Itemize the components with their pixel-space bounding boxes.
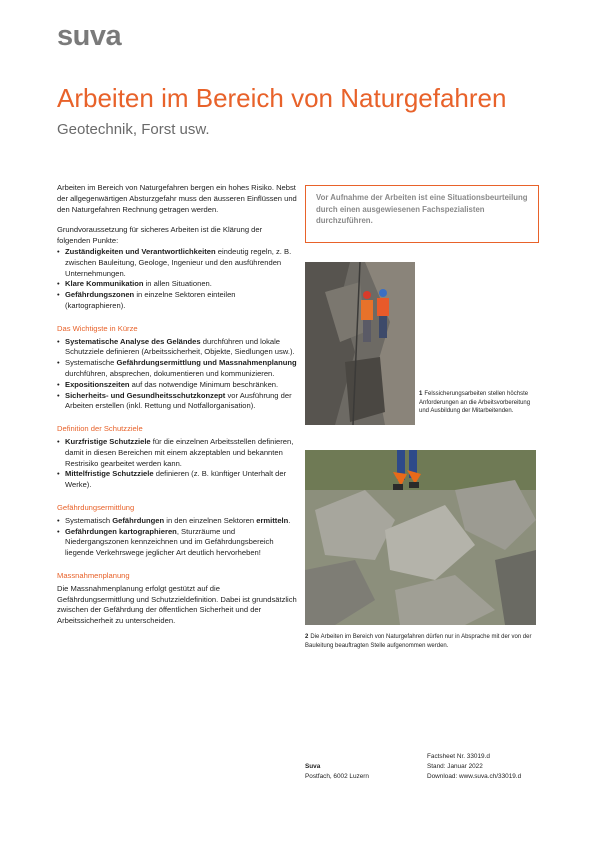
- goals-list: [57, 437, 297, 491]
- download-link[interactable]: Download: www.suva.ch/33019.d: [427, 773, 522, 780]
- hazard-heading: Gefährdungsermittlung: [57, 502, 135, 512]
- list-item: • Kurzfristige Schutzziele für die einzelnen Arbeitsstellen definieren, damit in diesen Bereichen mit einem akzeptablen und bekannten Restrisiko gearbeitet werden kann.: [57, 437, 297, 469]
- goals-heading: Definition der Schutzziele: [57, 424, 143, 434]
- rock-climbing-photo: [305, 262, 415, 425]
- list-item: • Gefährdungen kartographieren, Sturzräume und Niedergangszonen kennzeichnen und im Gefährdungsbereich liegende Verkehrswege jeglicher Art deutlich hervorheben!: [57, 527, 297, 559]
- footer-meta: [427, 752, 521, 782]
- hazard-list: [57, 516, 297, 559]
- summary-list: [57, 337, 297, 413]
- list-item: • Sicherheits- und Gesundheitsschutzkonzept vor Ausführung der Arbeiten erstellen (inkl. Rettung und Notfallorganisation).: [57, 391, 297, 413]
- list-item: • Systematische Analyse des Geländes durchführen und lokale Schutzziele definieren (Arbeitssicherheit, Objekte, Siedlungen usw.).: [57, 337, 297, 359]
- footer-organization: Suva Postfach, 6002 Luzern: [305, 763, 369, 780]
- factsheet-number: Factsheet Nr. 33019.d: [427, 753, 490, 760]
- list-item: • Systematische Gefährdungsermittlung und Massnahmenplanung durchführen, absprechen, dokumentieren und kommunizieren.: [57, 358, 297, 380]
- suva-logo: suva: [57, 20, 122, 52]
- page-subtitle: Geotechnik, Forst usw.: [57, 121, 210, 138]
- rockfall-debris-photo: [305, 450, 536, 625]
- list-item: • Gefährdungszonen in einzelne Sektoren einteilen (kartographieren).: [57, 290, 297, 312]
- prereq-lead: Grundvoraussetzung für sicheres Arbeiten ist die Klärung der folgenden Punkte:: [57, 225, 263, 246]
- list-item: • Systematisch Gefährdungen in den einzelnen Sektoren ermitteln.: [57, 516, 297, 527]
- planning-paragraph: Die Massnahmenplanung erfolgt gestützt auf die Gefährdungsermittlung und Schutzzieldefinition. Dabei ist grundsätzlich zwischen der Gefährdung der öffentlichen Sicherheit und der Arbeitssicherheit zu unterscheiden.: [57, 583, 297, 626]
- planning-heading: Massnahmenplanung: [57, 570, 130, 580]
- list-item: • Klare Kommunikation in allen Situationen.: [57, 279, 297, 290]
- factsheet-date: Stand: Januar 2022: [427, 763, 483, 770]
- list-item: • Expositionszeiten auf das notwendige Minimum beschränken.: [57, 380, 297, 391]
- callout-box: Vor Aufnahme der Arbeiten ist eine Situationsbeurteilung durch einen ausgewiesenen Fachspezialisten durchzuführen.: [305, 185, 539, 243]
- list-item: • Mittelfristige Schutzziele definieren (z. B. künftiger Unterhalt der Werke).: [57, 469, 297, 491]
- prereq-list: [57, 247, 297, 312]
- figure-caption-1: 1 Felssicherungsarbeiten stellen höchste Anforderungen an die Arbeitsvorbereitung und Ausbildung der Mitarbeitenden.: [419, 391, 531, 414]
- intro-paragraph: Arbeiten im Bereich von Naturgefahren bergen ein hohes Risiko. Nebst der allgegenwärtigen Absturzgefahr muss den äusseren Einflüssen und den Naturgefahren Rechnung getragen werden.: [57, 183, 297, 214]
- summary-heading: Das Wichtigste in Kürze: [57, 323, 138, 333]
- figure-caption-2: 2 Die Arbeiten im Bereich von Naturgefahren dürfen nur in Absprache mit der von der Bauleitung beauftragten Stelle aufgenommen werden.: [305, 634, 532, 649]
- list-item: • Zuständigkeiten und Verantwortlichkeiten eindeutig regeln, z. B. zwischen Bauleitung, Geologe, Ingenieur und den ausführenden Unternehmungen.: [57, 247, 297, 279]
- main-text-column: [57, 183, 297, 637]
- page-title: Arbeiten im Bereich von Naturgefahren: [57, 83, 507, 113]
